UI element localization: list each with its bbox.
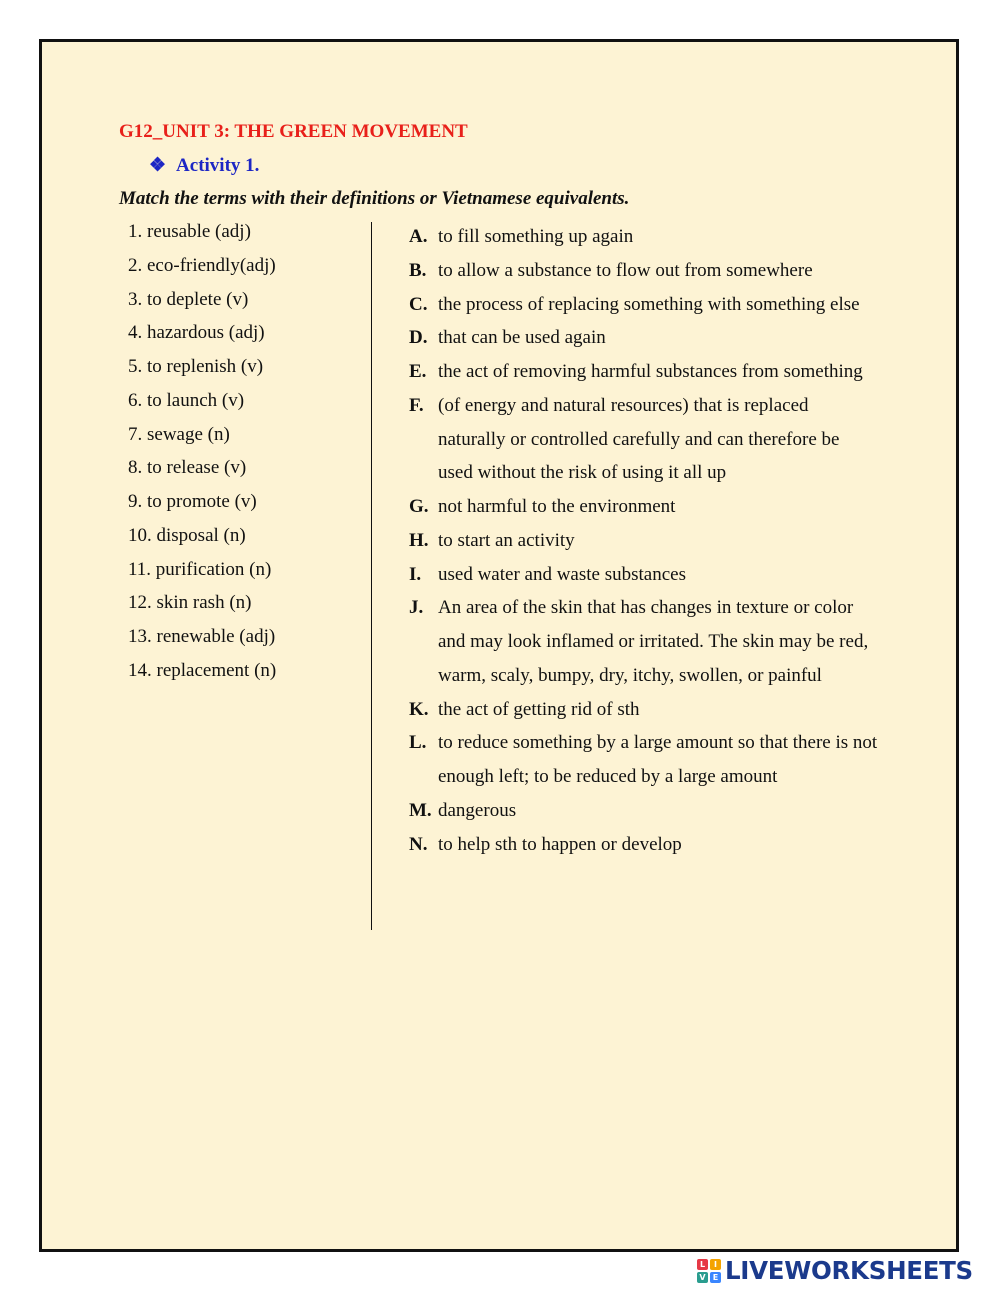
diamond-bullet-icon: ❖ xyxy=(149,155,167,176)
instruction-text: Match the terms with their definitions or Vietnamese equivalents. xyxy=(119,188,630,209)
definition-text: used water and waste substances xyxy=(438,563,686,585)
definition-letter: G. xyxy=(409,496,429,517)
logo-tile: L xyxy=(697,1259,708,1270)
definition-item xyxy=(409,794,879,828)
activity-label: Activity 1. xyxy=(176,155,260,176)
definition-text: An area of the skin that has changes in texture or color and may look inflamed or irritated. The skin may be red, warm, scaly, bumpy, dry, itchy, swollen, or painful xyxy=(438,597,869,686)
page-title: G12_UNIT 3: THE GREEN MOVEMENT xyxy=(119,121,468,142)
definition-text: to allow a substance to flow out from somewhere xyxy=(438,259,813,281)
term-item: 1. reusable (adj) xyxy=(128,221,251,242)
definition-text: the process of replacing something with something else xyxy=(438,293,860,315)
definition-item xyxy=(409,693,879,727)
term-item: 10. disposal (n) xyxy=(128,524,246,546)
term-item: 11. purification (n) xyxy=(128,558,272,580)
definition-text: (of energy and natural resources) that is replaced naturally or controlled carefully and can therefore be used without the risk of using it all up xyxy=(438,394,840,484)
logo-tile: V xyxy=(697,1272,708,1283)
term-item: 2. eco-friendly(adj) xyxy=(128,254,276,276)
definition-letter: K. xyxy=(409,698,429,720)
definition-item xyxy=(409,490,879,524)
definition-item xyxy=(409,524,879,558)
definition-text: to help sth to happen or develop xyxy=(438,833,682,855)
definitions-list xyxy=(409,220,879,861)
definition-letter: N. xyxy=(409,833,428,855)
term-item: 8. to release (v) xyxy=(128,457,247,479)
definition-letter: M. xyxy=(409,799,432,821)
term-item: 6. to launch (v) xyxy=(128,389,245,411)
term-item: 4. hazardous (adj) xyxy=(128,322,265,344)
definition-text: the act of getting rid of sth xyxy=(438,698,640,720)
worksheet-page xyxy=(39,39,959,1252)
definition-item xyxy=(409,220,879,254)
definition-item xyxy=(409,288,879,322)
activity-heading xyxy=(149,154,259,178)
definition-letter: D. xyxy=(409,327,428,349)
definition-letter: L. xyxy=(409,732,427,754)
definition-letter: J. xyxy=(409,597,424,619)
definition-text: the act of removing harmful substances from something xyxy=(438,361,863,382)
term-item: 5. to replenish (v) xyxy=(128,356,264,377)
definition-item xyxy=(409,828,879,862)
definition-letter: C. xyxy=(409,293,428,315)
definition-letter: E. xyxy=(409,361,427,382)
column-divider xyxy=(371,222,372,930)
definition-text: to start an activity xyxy=(438,529,575,551)
logo-tile: E xyxy=(710,1272,721,1283)
term-item: 12. skin rash (n) xyxy=(128,592,252,614)
definition-item xyxy=(409,591,879,692)
definition-letter: B. xyxy=(409,259,427,281)
definition-text: dangerous xyxy=(438,799,517,821)
definition-item xyxy=(409,389,879,490)
liveworksheets-logo[interactable] xyxy=(697,1256,973,1286)
definition-item xyxy=(409,254,879,288)
definition-item xyxy=(409,726,879,794)
logo-tile: I xyxy=(710,1259,721,1270)
term-item: 14. replacement (n) xyxy=(128,659,277,681)
logo-text: LIVEWORKSHEETS xyxy=(725,1256,973,1285)
definition-letter: I. xyxy=(409,563,422,585)
term-item: 9. to promote (v) xyxy=(128,491,257,512)
term-item: 3. to deplete (v) xyxy=(128,288,249,310)
definition-letter: F. xyxy=(409,394,424,416)
definition-text: that can be used again xyxy=(438,327,606,349)
term-item: 7. sewage (n) xyxy=(128,423,230,445)
terms-list xyxy=(128,220,276,693)
definition-item xyxy=(409,321,879,355)
definition-text: not harmful to the environment xyxy=(438,496,676,517)
term-item: 13. renewable (adj) xyxy=(128,626,276,647)
definition-item xyxy=(409,355,879,389)
definition-text: to fill something up again xyxy=(438,226,634,247)
definition-letter: H. xyxy=(409,529,429,551)
liveworksheets-logo-icon xyxy=(697,1259,721,1283)
definition-letter: A. xyxy=(409,226,428,247)
definition-item xyxy=(409,558,879,592)
definition-text: to reduce something by a large amount so that there is not enough left; to be reduced by a large amount xyxy=(438,732,878,787)
